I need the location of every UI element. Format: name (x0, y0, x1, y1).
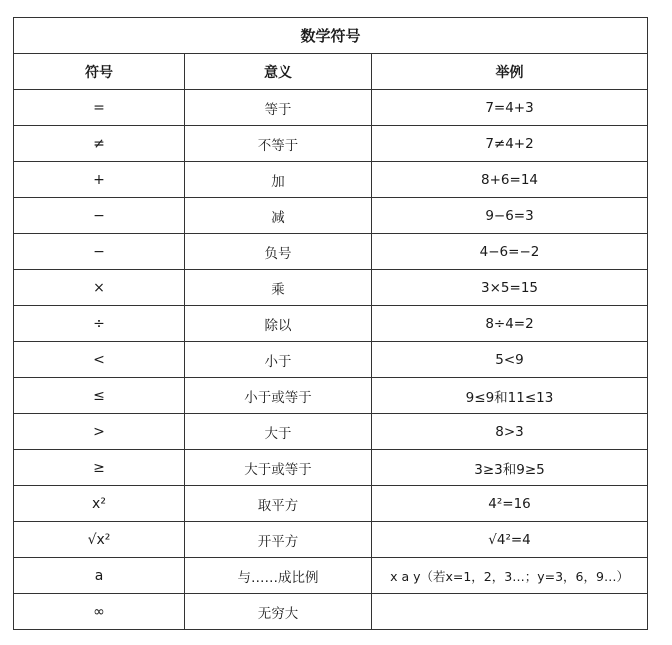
example-cell: 4²=16 (372, 486, 648, 522)
table-row (14, 162, 648, 198)
example-cell: 8÷4=2 (372, 306, 648, 342)
symbol-cell: + (14, 162, 185, 198)
meaning-cell: 加 (185, 162, 372, 198)
table-row (14, 270, 648, 306)
symbol-cell: − (14, 234, 185, 270)
symbol-cell: ≥ (14, 450, 185, 486)
meaning-cell: 等于 (185, 90, 372, 126)
table-row (14, 342, 648, 378)
table-header-row (14, 54, 648, 90)
table-row (14, 126, 648, 162)
table-row (14, 90, 648, 126)
table-row (14, 234, 648, 270)
meaning-cell: 与……成比例 (185, 558, 372, 594)
header-meaning: 意义 (185, 54, 372, 90)
table-title: 数学符号 (14, 18, 648, 54)
meaning-cell: 乘 (185, 270, 372, 306)
table-row (14, 594, 648, 630)
example-cell: 7=4+3 (372, 90, 648, 126)
meaning-cell: 除以 (185, 306, 372, 342)
example-cell: 5<9 (372, 342, 648, 378)
example-cell: 4−6=−2 (372, 234, 648, 270)
table-row (14, 306, 648, 342)
table-title-row (14, 18, 648, 54)
meaning-cell: 减 (185, 198, 372, 234)
table-row (14, 378, 648, 414)
table-row (14, 414, 648, 450)
meaning-cell: 取平方 (185, 486, 372, 522)
example-cell: x a y（若x=1，2，3…；y=3，6，9…） (372, 558, 648, 594)
example-cell: 9≤9和11≤13 (372, 378, 648, 414)
meaning-cell: 大于 (185, 414, 372, 450)
meaning-cell: 无穷大 (185, 594, 372, 630)
symbol-cell: < (14, 342, 185, 378)
symbol-cell: a (14, 558, 185, 594)
meaning-cell: 大于或等于 (185, 450, 372, 486)
header-symbol: 符号 (14, 54, 185, 90)
symbol-cell: ∞ (14, 594, 185, 630)
meaning-cell: 负号 (185, 234, 372, 270)
example-cell: 7≠4+2 (372, 126, 648, 162)
symbol-cell: ÷ (14, 306, 185, 342)
table-row (14, 486, 648, 522)
meaning-cell: 不等于 (185, 126, 372, 162)
symbol-cell: = (14, 90, 185, 126)
header-example: 举例 (372, 54, 648, 90)
symbol-cell: × (14, 270, 185, 306)
meaning-cell: 小于 (185, 342, 372, 378)
table-row (14, 198, 648, 234)
example-cell: 8+6=14 (372, 162, 648, 198)
symbol-cell: > (14, 414, 185, 450)
symbol-cell: √x² (14, 522, 185, 558)
math-symbols-table (13, 17, 648, 630)
example-cell (372, 594, 648, 630)
meaning-cell: 小于或等于 (185, 378, 372, 414)
symbol-cell: − (14, 198, 185, 234)
meaning-cell: 开平方 (185, 522, 372, 558)
table-row (14, 522, 648, 558)
table-row (14, 558, 648, 594)
symbol-cell: x² (14, 486, 185, 522)
example-cell: √4²=4 (372, 522, 648, 558)
example-cell: 3≥3和9≥5 (372, 450, 648, 486)
example-cell: 9−6=3 (372, 198, 648, 234)
example-cell: 3×5=15 (372, 270, 648, 306)
table-row (14, 450, 648, 486)
example-cell: 8>3 (372, 414, 648, 450)
symbol-cell: ≤ (14, 378, 185, 414)
symbol-cell: ≠ (14, 126, 185, 162)
